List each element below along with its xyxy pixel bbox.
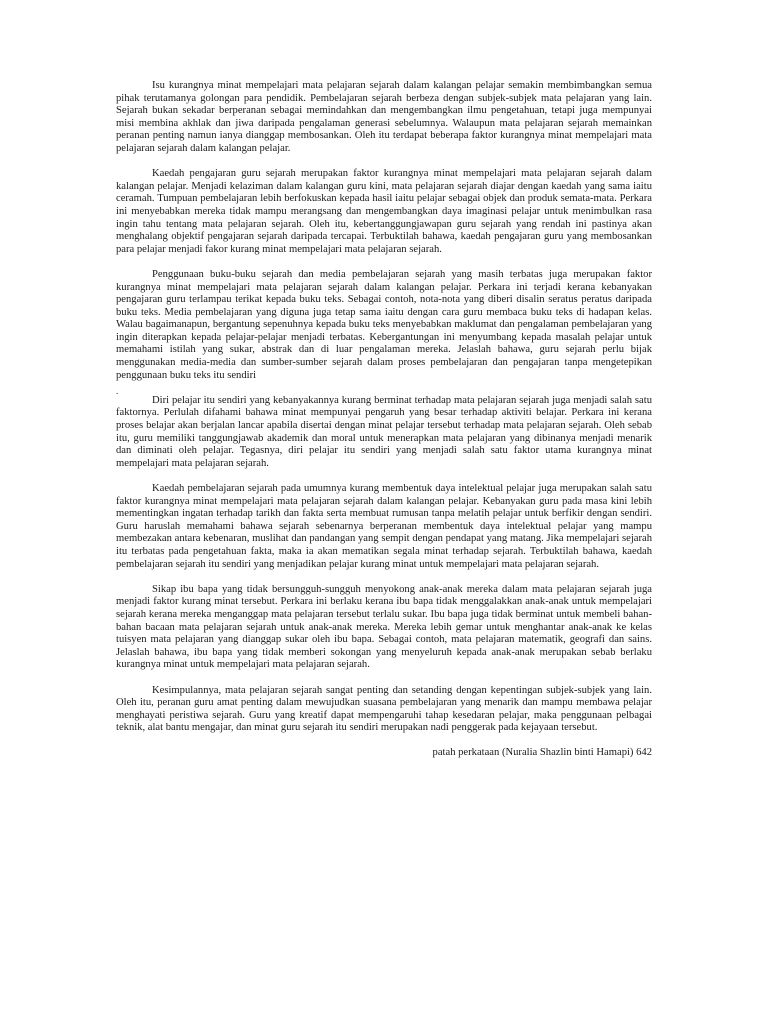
stray-mark: . [116,385,119,396]
signature-line: patah perkataan (Nuralia Shazlin binti Hamapi) 642 [432,747,652,759]
paragraph-student-interest: Diri pelajar itu sendiri yang kebanyakannya kurang berminat terhadap mata pelajaran sejarah juga menjadi salah satu faktornya. Perlulah difahami bahawa minat mempunyai pengaruh yang besar terhadap aktiviti belajar. Perkara ini kerana proses belajar akan berjalan lancar apabila disertai dengan minat pelajar tersebut terhadap mata pelajaran sejarah. Oleh sebab itu, guru memiliki tanggungjawab akademik dan moral untuk menerapkan mata pelajaran yang dibinanya menjadi menarik dan diminati oleh pelajar. Tegasnya, diri pelajar itu sendiri yang menjadi salah satu faktor utama kurangnya minat mempelajari mata pelajaran sejarah. [116,394,652,469]
paragraph-textbooks-media: Penggunaan buku-buku sejarah dan media pembelajaran sejarah yang masih terbatas juga merupakan faktor kurangnya minat mempelajari mata pelajaran sejarah dalam kalangan pelajar. Perkara ini terjadi kerana kebanyakan pengajaran guru terlampau terikat kepada buku teks. Sebagai contoh, nota-nota yang diberi disalin seratus peratus daripada buku teks. Media pembelajaran yang diguna juga tetap sama iaitu dengan cara guru membaca buku teks di hadapan kelas. Walau bagaimanapun, bergantung sepenuhnya kepada buku teks menyebabkan maklumat dan pengalaman pembelajaran yang ingin diterapkan kepada pelajar-pelajar menjadi terbatas. Kebergantungan ini menyumbang kepada masalah pelajar untuk memahami istilah yang sukar, abstrak dan di luar pengalaman mereka. Jelaslah bahawa, guru sejarah perlu bijak menggunakan media-media dan sumber-sumber sejarah dalam proses pembelajaran dan pengajaran tanpa mengetepikan penggunaan buku teks itu sendiri [116,268,652,381]
paragraph-learning-method: Kaedah pembelajaran sejarah pada umumnya kurang membentuk daya intelektual pelajar juga merupakan salah satu faktor kurangnya minat mempelajari mata pelajaran sejarah dalam kalangan pelajar. Kebanyakan guru pada masa kini lebih mementingkan ingatan terhadap tarikh dan fakta serta membuat rumusan tanpa melatih pelajar untuk berfikir dengan sendiri. Guru haruslah memahami bahawa sejarah sebenarnya berperanan membentuk daya intelektual pelajar yang mampu membezakan antara kebenaran, muslihat dan pandangan yang sempit dengan pendapat yang matang. Jika mempelajari sejarah itu terbatas pada pengetahuan fakta, maka ia akan mematikan segala minat terhadap sejarah. Terbuktilah bahawa, kaedah pembelajaran sejarah itu sendiri yang menjadikan pelajar kurang minat untuk mempelajari mata pelajaran sejarah. [116,483,652,570]
paragraph-intro: Isu kurangnya minat mempelajari mata pelajaran sejarah dalam kalangan pelajar semakin membimbangkan semua pihak terutamanya golongan para pendidik. Pembelajaran sejarah berbeza dengan subjek-subjek mata pelajaran yang lain. Sejarah bukan sekadar berperanan sebagai memindahkan dan mengembangkan ilmu pengetahuan, tetapi juga mempunyai misi membina akhlak dan jiwa daripada pengalaman generasi sebelumnya. Walaupun mata pelajaran sejarah memainkan peranan penting namun ianya dianggap membosankan. Oleh itu terdapat beberapa faktor kurangnya minat mempelajari mata pelajaran sejarah dalam kalangan pelajar. [116,80,652,154]
paragraph-teaching-method: Kaedah pengajaran guru sejarah merupakan faktor kurangnya minat mempelajari mata pelajaran sejarah dalam kalangan pelajar. Menjadi kelaziman dalam kalangan guru kini, mata pelajaran sejarah diajar dengan kaedah yang sama iaitu ceramah. Tumpuan pembelajaran lebih berfokuskan kepada hasil iaitu pelajar sebagai objek dan produk semata-mata. Perkara ini menyebabkan mereka tidak mampu merangsang dan mengembangkan daya imaginasi pelajar untuk menimbulkan rasa ingin tahu tentang mata pelajaran sejarah. Oleh itu, kebertanggungjawapan guru sejarah yang rendah ini pastinya akan menghalang objektif pengajaran sejarah daripada tercapai. Terbuktilah bahawa, kaedah pengajaran guru yang membosankan para pelajar menjadi fakor kurang minat mempelajari mata pelajaran sejarah. [116,168,652,255]
paragraph-parents-attitude: Sikap ibu bapa yang tidak bersungguh-sungguh menyokong anak-anak mereka dalam mata pelajaran sejarah juga menjadi faktor kurang minat tersebut. Perkara ini berlaku kerana ibu bapa tidak menggalakkan anak-anak untuk mempelajari sejarah kerana mereka menganggap mata pelajaran tersebut terlalu sukar. Ibu bapa juga tidak berminat untuk membeli bahan-bahan bacaan mata pelajaran sejarah untuk anak-anak mereka. Mereka lebih gemar untuk menghantar anak-anak ke kelas tuisyen mata pelajaran yang dianggap sukar oleh ibu bapa. Sebagai contoh, mata pelajaran matematik, geografi dan sains. Jelaslah bahawa, ibu bapa yang tidak memberi sokongan yang menyeluruh kepada anak-anak merupakan sebab berlaku kurangnya minat untuk mempelajari mata pelajaran sejarah. [116,583,652,671]
paragraph-conclusion: Kesimpulannya, mata pelajaran sejarah sangat penting dan setanding dengan kepentingan subjek-subjek yang lain. Oleh itu, peranan guru amat penting dalam mewujudkan suasana pembelajaran yang menarik dan mampu membawa pelajar menghayati peristiwa sejarah. Guru yang kreatif dapat mempengaruhi tahap kesedaran pelajar, maka penggunaan pelbagai teknik, alat bantu mengajar, dan minat guru sejarah itu sendiri merupakan nadi penggerak pada kejayaan tersebut. [116,684,652,734]
document-page [116,80,652,760]
